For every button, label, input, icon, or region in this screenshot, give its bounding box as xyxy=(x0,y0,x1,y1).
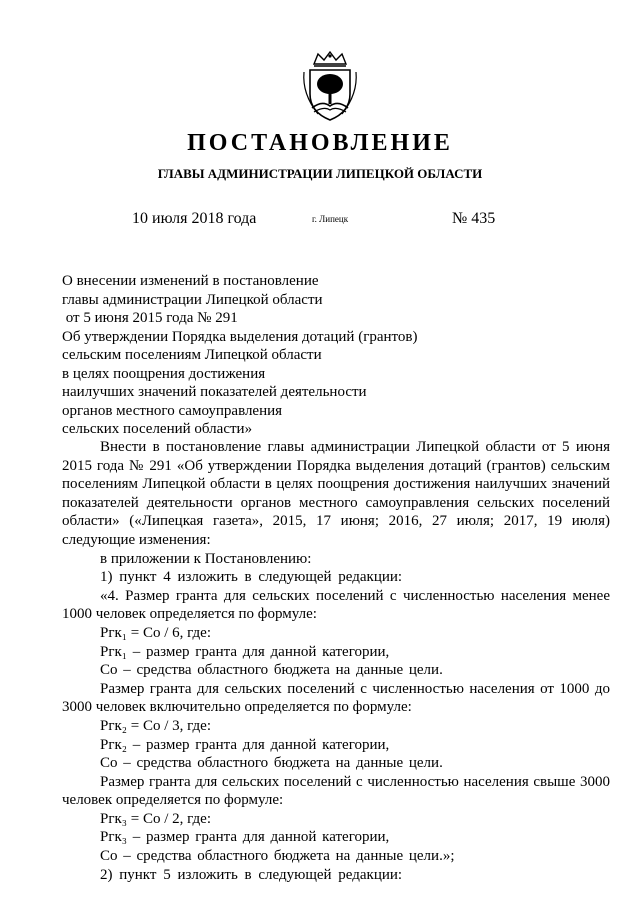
paragraph: «4. Размер гранта для сельских поселений с численностью населения менее 1000 человек определяется по формуле: xyxy=(62,587,610,623)
paragraph: Размер гранта для сельских поселений с численностью населения свыше 3000 человек определяется по формуле: xyxy=(62,773,610,809)
paragraph: Размер гранта для сельских поселений с численностью населения от 1000 до 3000 человек включительно определяется по формуле: xyxy=(62,680,610,716)
caption-line: Об утверждении Порядка выделения дотаций (грантов) xyxy=(62,328,418,345)
paragraph: 1) пункт 4 изложить в следующей редакции: xyxy=(100,569,403,586)
formula-line: Ргк₂ = Со / 3, где: xyxy=(100,717,212,734)
formula-line: Ргк₃ = Со / 2, где: xyxy=(100,810,212,827)
document-city: г. Липецк xyxy=(312,214,349,224)
paragraph: 2) пункт 5 изложить в следующей редакции: xyxy=(100,866,403,883)
formula-line: Со – средства областного бюджета на данные цели. xyxy=(100,662,443,679)
caption-line: сельским поселениям Липецкой области xyxy=(62,347,322,363)
caption-line: от 5 июня 2015 года № 291 xyxy=(62,310,238,326)
formula-line: Со – средства областного бюджета на данные цели. xyxy=(100,755,443,772)
caption-line: наилучших значений показателей деятельности xyxy=(62,384,367,400)
document-number: № 435 xyxy=(452,210,496,227)
formula-line: Со – средства областного бюджета на данные цели.»; xyxy=(100,848,455,865)
caption-line: в целях поощрения достижения xyxy=(62,365,266,382)
document-subtitle: ГЛАВЫ АДМИНИСТРАЦИИ ЛИПЕЦКОЙ ОБЛАСТИ xyxy=(157,166,483,181)
paragraph: Внести в постановление главы администрации Липецкой области от 5 июня 2015 года № 291 «Об утверждении Порядка выделения дотаций (грантов) сельским поселениям Липецкой области в целях поощрения достижения наилучших значений показателей деятельности органов местного самоуправления сельских поселений области» («Липецкая газета», 2015, 17 июня; 2016, 27 июля; 2017, 19 июля) следующие изменения: xyxy=(62,439,610,548)
document-body xyxy=(62,438,610,884)
formula-line: Ргк₁ = Со / 6, где: xyxy=(100,624,212,641)
document-title: ПОСТАНОВЛЕНИЕ xyxy=(187,130,453,156)
document-date: 10 июля 2018 года xyxy=(132,210,257,227)
caption-line: главы администрации Липецкой области xyxy=(62,291,323,308)
formula-line: Ргк₁ – размер гранта для данной категории, xyxy=(100,643,390,660)
paragraph: в приложении к Постановлению: xyxy=(100,550,312,567)
caption-line: органов местного самоуправления xyxy=(62,402,283,419)
caption-line: О внесении изменений в постановление xyxy=(62,273,319,289)
coat-of-arms-icon xyxy=(300,50,360,122)
document-caption xyxy=(62,272,417,439)
caption-line: сельских поселений области» xyxy=(62,421,253,437)
formula-line: Ргк₃ – размер гранта для данной категории, xyxy=(100,829,390,846)
formula-line: Ргк₂ – размер гранта для данной категории, xyxy=(100,736,390,753)
